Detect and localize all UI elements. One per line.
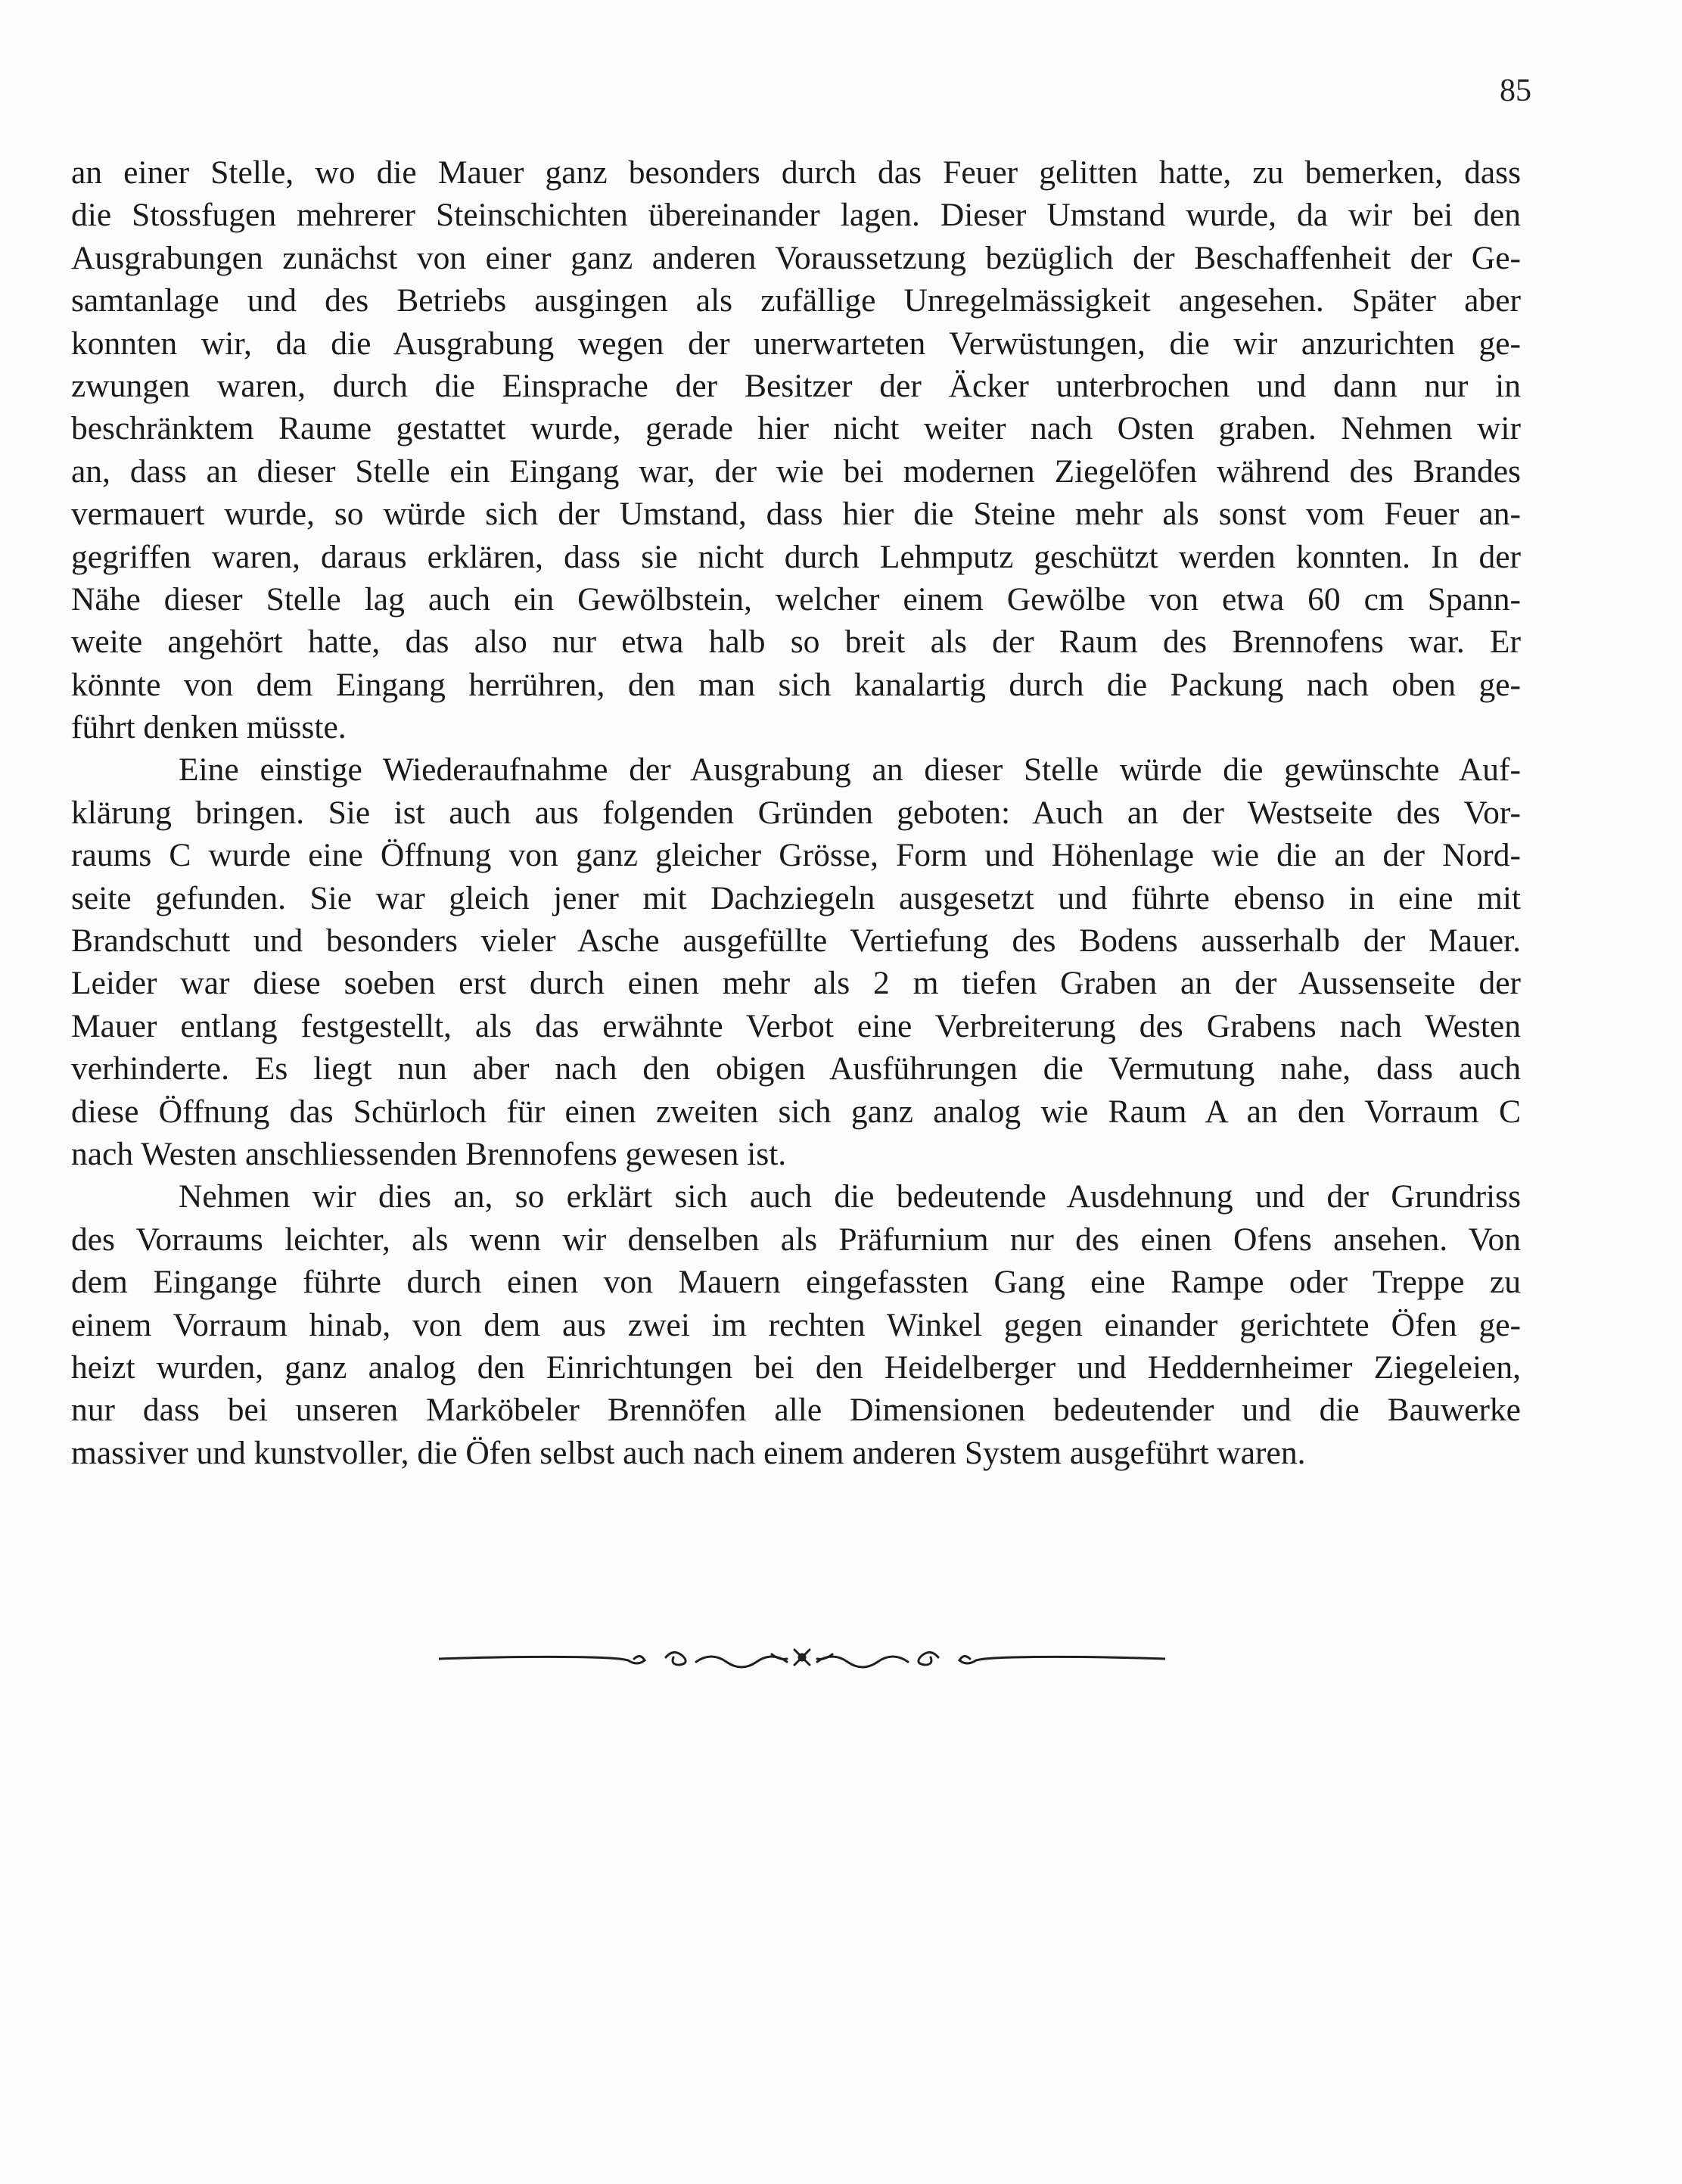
text-line: des Vorraums leichter, als wenn wir denselben als Präfurnium nur des einen Ofens ansehen. Von bbox=[71, 1221, 1521, 1258]
text-line: Eine einstige Wiederaufnahme der Ausgrabung an dieser Stelle würde die gewünschte Auf- bbox=[179, 751, 1521, 789]
text-line: konnten wir, da die Ausgrabung wegen der unerwarteten Verwüstungen, die wir anzurichten ge- bbox=[71, 325, 1521, 362]
text-line: samtanlage und des Betriebs ausgingen als zufällige Unregelmässigkeit angesehen. Später aber bbox=[71, 282, 1521, 319]
text-line: die Stossfugen mehrerer Steinschichten übereinander lagen. Dieser Umstand wurde, da wir bei den bbox=[71, 197, 1521, 234]
paragraph bbox=[71, 151, 1521, 748]
text-line: Brandschutt und besonders vieler Asche ausgefüllte Vertiefung des Bodens ausserhalb der Mauer. bbox=[71, 922, 1521, 960]
text-line: Nähe dieser Stelle lag auch ein Gewölbstein, welcher einem Gewölbe von etwa 60 cm Spann- bbox=[71, 580, 1521, 618]
text-line: beschränktem Raume gestattet wurde, gerade hier nicht weiter nach Osten graben. Nehmen wir bbox=[71, 410, 1521, 447]
text-line: führt denken müsste. bbox=[71, 709, 347, 746]
text-line: Mauer entlang festgestellt, als das erwähnte Verbot eine Verbreiterung des Grabens nach Westen bbox=[71, 1007, 1521, 1044]
text-line: einem Vorraum hinab, von dem aus zwei im rechten Winkel gegen einander gerichtete Öfen ge- bbox=[71, 1306, 1521, 1343]
body-text bbox=[71, 151, 1521, 1474]
text-line: verhinderte. Es liegt nun aber nach den obigen Ausführungen die Vermutung nahe, dass auch bbox=[71, 1050, 1521, 1087]
text-line: dem Eingange führte durch einen von Mauern eingefassten Gang eine Rampe oder Treppe zu bbox=[71, 1264, 1521, 1301]
text-line: Leider war diese soeben erst durch einen mehr als 2 m tiefen Graben an der Aussenseite der bbox=[71, 965, 1521, 1002]
decorative-rule-ornament bbox=[439, 1627, 1165, 1688]
text-line: Nehmen wir dies an, so erklärt sich auch die bedeutende Ausdehnung und der Grundriss bbox=[179, 1178, 1521, 1215]
text-line: weite angehört hatte, das also nur etwa halb so breit als der Raum des Brennofens war. Er bbox=[71, 624, 1521, 661]
text-line: diese Öffnung das Schürloch für einen zweiten sich ganz analog wie Raum A an den Vorraum C bbox=[71, 1093, 1521, 1130]
text-line: gegriffen waren, daraus erklären, dass sie nicht durch Lehmputz geschützt werden konnten. In der bbox=[71, 538, 1521, 575]
page-number: 85 bbox=[1500, 73, 1531, 108]
paragraph bbox=[71, 748, 1521, 1175]
text-line: könnte von dem Eingang herrühren, den man sich kanalartig durch die Packung nach oben ge- bbox=[71, 666, 1521, 703]
text-line: an, dass an dieser Stelle ein Eingang war, der wie bei modernen Ziegelöfen während des Brandes bbox=[71, 453, 1521, 490]
text-line: zwungen waren, durch die Einsprache der Besitzer der Äcker unterbrochen und dann nur in bbox=[71, 367, 1521, 404]
text-line: Ausgrabungen zunächst von einer ganz anderen Voraussetzung bezüglich der Beschaffenheit der Ge- bbox=[71, 239, 1521, 276]
text-line: an einer Stelle, wo die Mauer ganz besonders durch das Feuer gelitten hatte, zu bemerken, dass bbox=[71, 154, 1521, 191]
text-line: nur dass bei unseren Marköbeler Brennöfen alle Dimensionen bedeutender und die Bauwerke bbox=[71, 1392, 1521, 1429]
text-line: klärung bringen. Sie ist auch aus folgenden Gründen geboten: Auch an der Westseite des Vor- bbox=[71, 794, 1521, 831]
text-line: heizt wurden, ganz analog den Einrichtungen bei den Heidelberger und Heddernheimer Ziegeleien, bbox=[71, 1349, 1521, 1386]
text-line: raums C wurde eine Öffnung von ganz gleicher Grösse, Form und Höhenlage wie die an der Nord- bbox=[71, 837, 1521, 874]
text-line: vermauert wurde, so würde sich der Umstand, dass hier die Steine mehr als sonst vom Feuer an- bbox=[71, 496, 1521, 533]
text-line: seite gefunden. Sie war gleich jener mit Dachziegeln ausgesetzt und führte ebenso in eine mit bbox=[71, 879, 1521, 916]
text-line: nach Westen anschliessenden Brennofens gewesen ist. bbox=[71, 1135, 787, 1172]
text-line: massiver und kunstvoller, die Öfen selbst auch nach einem anderen System ausgeführt waren. bbox=[71, 1434, 1306, 1471]
paragraph bbox=[71, 1175, 1521, 1474]
